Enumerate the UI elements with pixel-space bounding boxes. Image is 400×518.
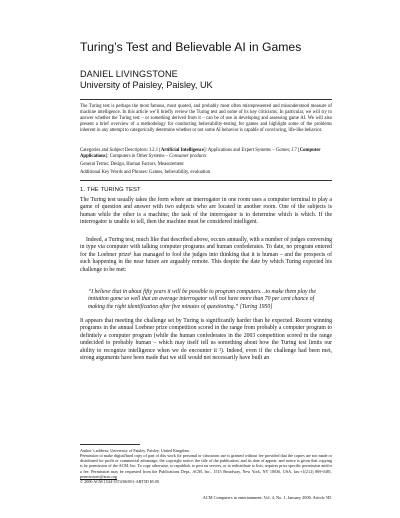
categories: Categories and Subject Descriptors: I.2.1 [Artificial Intelligence]: Applications and Expert Systems – Games; J.7 [Computer Applications]: Computers in Other Systems – Consumer products	[80, 148, 321, 160]
general-terms: General Terms: Design, Human Factors, Measurement	[80, 162, 184, 167]
header-divider	[80, 99, 332, 100]
abstract: The Turing test is perhaps the most famous, most quoted, and probably most often misrepresented and misunderstood measure of machine intelligence. In this article we’ll briefly review the Turing test and some of its key criticisms. In particular, we will try to answer whether the Turing test – or something derived from it – can be of use in developing and assessing game AI. We will also present a brief overview of a methodology for conducting believability-testing for games and highlight some of the problems inherent in any attempt to categorically determine whether or not some AI behavior is capable of convincing, life-like behavior.	[80, 104, 332, 134]
body-paragraph-1: The Turing test usually takes the form where an interrogator in one room uses a computer terminal to play a game of question and answer with two subjects who are located in another room. One of the subjects is human while the other is a machine; the task of the interrogator is to determine which is which. If the interrogator is unable to tell, then the machine must be considered intelligent.	[80, 197, 332, 226]
body-paragraph-3: It appears that meeting the challenge set by Turing is significantly harder than he expected. Recent winning programs in the annual Loebner prize competition scored in the range from probably a computer program to definitely a computer program (while the human confederates in the 2003 competition scored in the range undecided to probably human – which may itself tell us something about how the Turing test limits our ability to recognize intelligence when we do encounter it ²). Indeed, even if the challenge had been met, strong arguments have been made that we still would not necessarily have built an	[80, 318, 332, 362]
footnotes	[80, 448, 332, 484]
footnote-author: Author’s address: University of Paisley, Paisley, United Kingdom.	[80, 448, 190, 453]
author-affiliation: University of Paisley, Paisley, UK	[80, 80, 213, 90]
footnote-divider	[80, 444, 140, 445]
page-footer: ACM Computers in entertainment, Vol. 4, No. 1, January 2006. Article 5D.	[202, 495, 332, 500]
paper-title: Turing’s Test and Believable AI in Games	[80, 40, 302, 54]
section-heading: 1. THE TURING TEST	[80, 187, 141, 193]
footnote-copyright: © 2006 ACM 1544-3574/06/001-ART5D $5.00	[80, 478, 160, 484]
footnote-permission: Permission to make digital/hard copy of part of this work for personal or classroom use is granted without fee provided that the copies are not made or distributed for profit or commercial advantage, the copyright notice, the title of the publication, and its date of appear, and notice is given that copying is by permission of the ACM, Inc. To copy otherwise, to republish, to post on servers, or to redistribute to lists, requires prior specific permission and/or a fee. Permission may be requested from the Publications Dept., ACM, Inc., 1515 Broadway, New York, NY 10036, USA, fax:+1(212) 869-0481, permissions@acm.org	[80, 453, 332, 479]
turing-quote: “I believe that in about fifty years it will be possible to program computers…to make them play the imitation game so well that an average interrogator will not have more than 70 per cent chance of making the right identification after five minutes of questioning.” [Turing 1950]	[88, 289, 316, 310]
author-name: DANIEL LIVINGSTONE	[80, 69, 178, 79]
permissions-email-link[interactable]: permissions@acm.org	[80, 473, 117, 479]
body-paragraph-2: Indeed, a Turing test, much like that described above, occurs annually, with a number of judges conversing in type via computer with talking computer programs and human confederates. To date, no program entered for the Loebner prize¹ has managed to fool the judges into thinking that it is human – and the prospects of such happening in the near future are arguably remote. This despite the date by which Turing expected his challenge to be met:	[80, 237, 332, 273]
keywords: Additional Key Words and Phrases: Games, believability, evaluation	[80, 170, 211, 175]
abstract-divider	[80, 180, 332, 181]
